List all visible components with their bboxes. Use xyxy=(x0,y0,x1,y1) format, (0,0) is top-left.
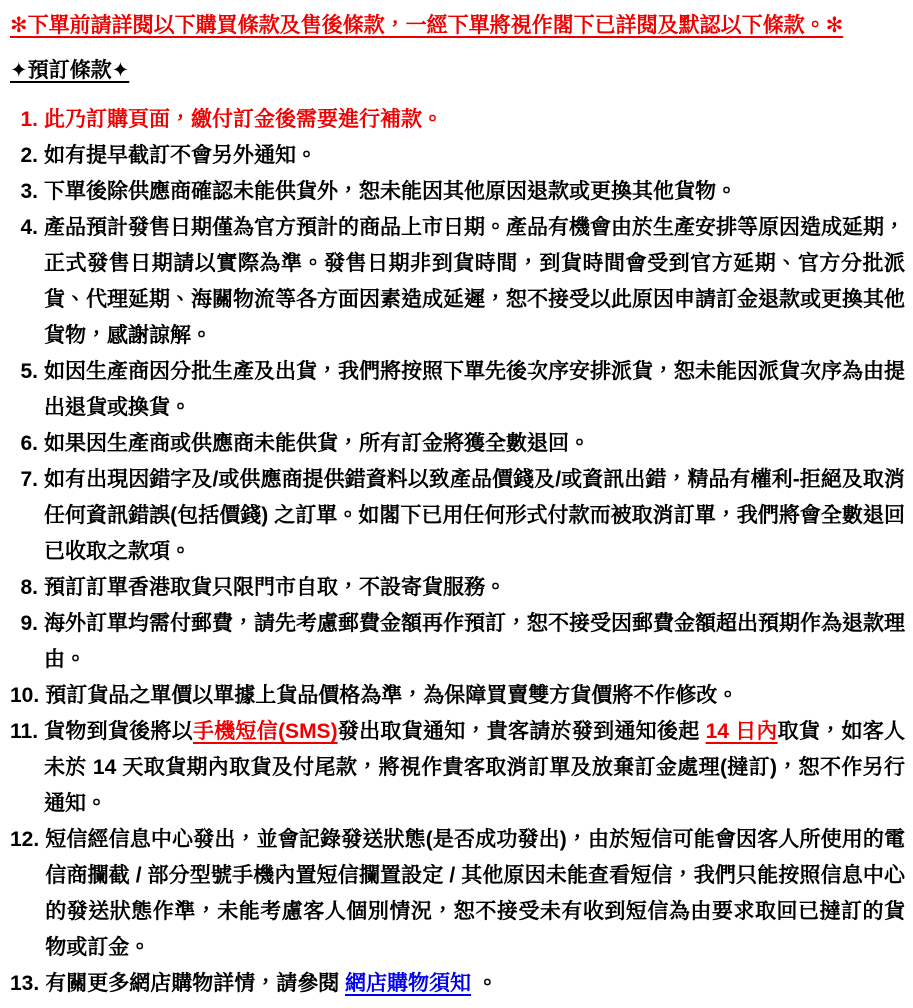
term-item xyxy=(10,210,905,354)
term-number: 1. xyxy=(20,108,38,131)
term-number: 11. xyxy=(10,720,39,743)
term-text xyxy=(44,426,905,462)
term-number: 12. xyxy=(10,828,40,851)
term-text-segment: 產品預計發售日期僅為官方預計的商品上市日期。產品有機會由於生產安排等原因造成延期，正式發售日期請以實際為準。發售日期非到貨時間，到貨時間會受到官方延期、官方分批派貨、代理延期、海關物流等各方面因素造成延遲，恕不接受以此原因申請訂金退款或更換其他貨物，感謝諒解。 xyxy=(44,216,905,347)
shop-notice-link[interactable]: 網店購物須知 xyxy=(345,972,472,995)
term-text-segment: 有關更多網店購物詳情，請參閱 xyxy=(45,972,346,995)
section-title: ✦預訂條款✦ xyxy=(10,59,130,82)
term-text-segment: 。 xyxy=(471,972,498,995)
term-number: 7. xyxy=(20,468,38,491)
term-number: 8. xyxy=(20,576,38,599)
term-item xyxy=(10,174,905,210)
term-item xyxy=(10,138,905,174)
term-text-segment: 海外訂單均需付郵費，請先考慮郵費金額再作預訂，恕不接受因郵費金額超出預期作為退款理由。 xyxy=(44,612,905,671)
term-text-segment: 短信經信息中心發出，並會記錄發送狀態(是否成功發出)，由於短信可能會因客人所使用的電信商攔截 / 部分型號手機內置短信攔置設定 / 其他原因未能查看短信，我們只能按照信息中心的發送狀態作準，未能考慮客人個別情況，恕不接受未有收到短信為由要求取回已撻訂的貨物或訂金。 xyxy=(45,828,905,959)
term-item xyxy=(10,822,905,966)
term-number: 10. xyxy=(10,684,40,707)
term-text xyxy=(44,462,905,570)
term-text-segment: 下單後除供應商確認未能供貨外，恕未能因其他原因退款或更換其他貨物。 xyxy=(44,180,737,203)
term-number: 4. xyxy=(20,216,38,239)
term-text-segment: 如因生產商因分批生產及出貨，我們將按照下單先後次序安排派貨，恕未能因派貨次序為由提出退貨或換貨。 xyxy=(44,360,905,419)
term-text-segment: 取貨，如客人未於 14 天取貨期內取貨及付尾款，將視作貴客取消訂單及放棄訂金處理(撻訂)，恕不作另行通知。 xyxy=(44,720,905,815)
term-number: 3. xyxy=(20,180,38,203)
highlighted-red-text: 14 日內 xyxy=(705,720,778,743)
term-text xyxy=(45,966,905,1002)
term-number: 9. xyxy=(20,612,38,635)
term-text-segment: 如有出現因錯字及/或供應商提供錯資料以致產品價錢及/或資訊出錯，精品有權利-拒絕及取消任何資訊錯誤(包括價錢) 之訂單。如閣下已用任何形式付款而被取消訂單，我們將會全數退回已收取之款項。 xyxy=(44,468,905,563)
pre-order-warning-header: ✻下單前請詳閱以下購買條款及售後條款，一經下單將視作閣下已詳閱及默認以下條款。✻ xyxy=(10,14,844,37)
term-number: 13. xyxy=(10,972,40,995)
term-number: 2. xyxy=(20,144,38,167)
term-text xyxy=(44,606,905,678)
term-text xyxy=(44,102,905,138)
term-text xyxy=(44,210,905,354)
term-text-segment: 貨物到貨後將以 xyxy=(44,720,193,743)
term-number: 5. xyxy=(20,360,38,383)
term-item xyxy=(10,426,905,462)
section-title-wrap xyxy=(10,53,905,89)
term-text xyxy=(44,570,905,606)
term-text-segment: 預訂貨品之單價以單據上貨品價格為準，為保障買賣雙方貨價將不作修改。 xyxy=(45,684,739,707)
term-text xyxy=(45,678,905,714)
term-text xyxy=(44,138,905,174)
term-item xyxy=(10,570,905,606)
term-item xyxy=(10,678,905,714)
highlighted-red-text: 手機短信(SMS) xyxy=(192,720,338,743)
terms-list xyxy=(10,102,905,1002)
term-item xyxy=(10,462,905,570)
term-item xyxy=(10,606,905,678)
term-item xyxy=(10,354,905,426)
term-text xyxy=(45,822,905,966)
term-text xyxy=(44,354,905,426)
term-text-segment: 如果因生產商或供應商未能供貨，所有訂金將獲全數退回。 xyxy=(44,432,590,455)
term-text-segment: 發出取貨通知，貴客請於發到通知後起 xyxy=(337,720,706,743)
term-text-segment: 此乃訂購頁面，繳付訂金後需要進行補款。 xyxy=(44,108,443,131)
term-text-segment: 預訂訂單香港取貨只限門市自取，不設寄貨服務。 xyxy=(44,576,506,599)
term-item xyxy=(10,966,905,1002)
term-text-segment: 如有提早截訂不會另外通知。 xyxy=(44,144,317,167)
term-number: 6. xyxy=(20,432,38,455)
term-text xyxy=(44,714,905,822)
term-text xyxy=(44,174,905,210)
term-item xyxy=(10,102,905,138)
term-item xyxy=(10,714,905,822)
